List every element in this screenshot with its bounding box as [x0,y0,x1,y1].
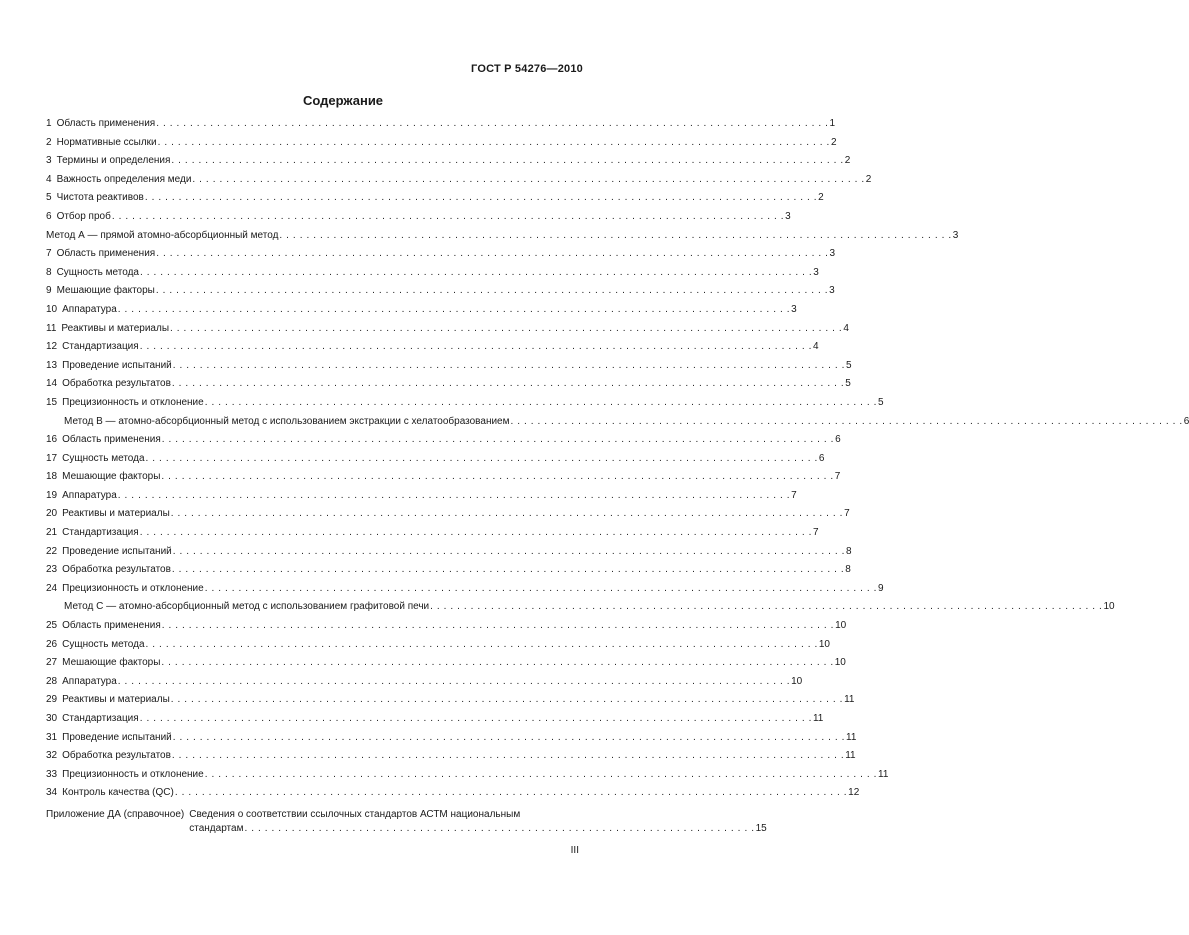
toc-entry[interactable] [46,155,851,174]
dot-leader [172,378,844,390]
toc-entry[interactable] [46,750,856,769]
toc-entry-title: Реактивы и материалы [62,694,170,706]
toc-entry[interactable] [46,471,841,490]
toc-entry-page: 3 [829,248,836,260]
toc-entry[interactable] [46,396,884,416]
toc-entry-title: Аппаратура [62,675,117,687]
dot-leader [430,601,1102,613]
toc-entry-number: 25 [46,620,58,632]
dot-leader [140,713,812,725]
toc-entry-title: Проведение испытаний [62,545,172,557]
toc-entry-number: 10 [46,303,58,315]
toc-entry-title: Сущность метода [62,638,145,650]
document-code: ГОСТ Р 54276—2010 [471,63,583,75]
toc-entry-page: 11 [845,750,856,762]
toc-entry-page: 7 [791,489,797,501]
toc-entry-page: 11 [812,713,824,724]
dot-leader [173,732,845,744]
dot-leader [161,657,833,669]
toc-entry-page: 5 [878,396,884,408]
dot-leader [162,434,834,446]
toc-entry-number: 34 [46,787,58,799]
toc-entry[interactable] [46,713,824,732]
toc-entry-title: Обработка результатов [62,378,171,390]
toc-entry-title: Реактивы и материалы [61,322,170,334]
toc-entry-page: 2 [818,192,824,204]
toc-entry-page: 5 [845,378,851,390]
toc-entry-number: 28 [46,675,58,687]
dot-leader [158,137,830,149]
dot-leader [205,583,877,595]
toc-entry-number: 16 [46,434,58,446]
toc-entry-number: 5 [46,192,52,204]
toc-entry-page: 10 [835,620,847,632]
toc-entry-title: Сущность метода [56,266,139,278]
toc-entry-page: 8 [846,545,852,557]
toc-entry-page: 1 [829,118,836,129]
toc-entry-number: 15 [46,396,58,408]
toc-entry-number: 27 [46,657,58,669]
toc-entry-number: 21 [46,527,58,539]
toc-entry-number: 13 [46,359,58,371]
toc-entry[interactable] [46,620,847,639]
toc-entry-title: Мешающие факторы [62,471,161,483]
appendix-page: 15 [755,822,767,834]
toc-entry[interactable] [46,582,884,602]
toc-entry-title: Стандартизация [62,341,139,353]
toc-entry-page: 5 [846,359,852,371]
toc-entry-page: 9 [878,582,884,594]
toc-entry-page: 10 [791,675,803,687]
toc-entry-page: 2 [830,136,837,148]
toc-entry-number: 4 [46,173,52,185]
appendix-label: Приложение ДА (справочное) [46,808,185,820]
toc-entry[interactable] [46,341,819,360]
toc-entry-number: 24 [46,582,58,594]
toc-entry[interactable] [46,545,852,565]
dot-leader [146,453,818,465]
dot-leader [118,304,790,316]
toc-entry-page: 11 [878,768,889,780]
toc-entry-title: Аппаратура [62,303,117,315]
toc-entry-page: 11 [846,731,857,743]
toc-entry-title: Область применения [62,620,161,632]
dot-leader [140,341,812,353]
toc-entry-title: Метод В — атомно-абсорбционный метод с использованием экстракции с хелатообразованием [64,415,510,427]
toc-entry-page: 10 [1103,601,1115,613]
dot-leader [175,787,847,799]
toc-entry-page: 3 [952,229,959,241]
toc-entry[interactable] [46,787,860,806]
dot-leader [172,750,844,762]
toc-entry-title: Прецизионность и отклонение [62,396,204,408]
toc-entry[interactable] [46,415,1189,435]
toc-entry-title: Реактивы и материалы [62,508,170,520]
toc-entry-title: Проведение испытаний [62,731,172,743]
toc-entry-number: 31 [46,731,58,743]
dot-leader [140,267,812,279]
toc-entry-title: Термины и определения [56,155,171,167]
dot-leader [156,248,828,260]
appendix-title-line1: Сведения о соответствии ссылочных стандартов АСТМ национальным [189,808,521,820]
toc-entry-title: Сущность метода [62,452,145,464]
toc-entry[interactable] [46,452,825,472]
toc-entry-page: 6 [1183,415,1189,427]
toc-entry-title: Отбор проб [56,210,111,222]
toc-entry[interactable] [46,638,830,658]
toc-entry-number: 1 [46,118,52,129]
toc-entry-page: 3 [785,210,791,222]
toc-entry-number: 32 [46,750,58,762]
toc-appendix-entry[interactable] [46,808,767,836]
toc-entry-number: 14 [46,378,58,390]
toc-entry[interactable] [46,694,855,713]
dot-leader [162,620,834,632]
toc-entry-page: 3 [813,266,819,278]
toc-entry-title: Метод С — атомно-абсорбционный метод с использованием графитовой печи [64,601,430,613]
toc-entry-title: Обработка результатов [62,564,171,576]
dot-leader [244,822,754,836]
toc-entry[interactable] [46,229,959,249]
dot-leader [156,285,828,297]
toc-entry-page: 6 [818,452,825,464]
dot-leader [173,360,845,372]
toc-entry-page: 8 [845,564,851,576]
toc-entry-number: 2 [46,136,52,148]
toc-entry-page: 7 [834,471,841,483]
dot-leader [172,564,844,576]
toc-entry[interactable] [46,489,797,509]
dot-leader [146,639,818,651]
toc-entry-page: 6 [835,434,841,446]
toc-entry[interactable] [46,210,791,230]
toc-entry-number: 33 [46,768,58,780]
toc-entry-page: 10 [818,638,830,650]
toc-entry-number: 26 [46,638,58,650]
toc-entry[interactable] [46,434,841,453]
dot-leader [118,490,790,502]
page-title: Содержание [302,93,384,108]
toc-entry[interactable] [46,285,835,304]
toc-entry[interactable] [46,248,836,267]
toc-entry-number: 6 [46,210,52,222]
toc-entry-title: Прецизионность и отклонение [62,768,204,780]
dot-leader [511,416,1183,428]
toc-entry-number: 12 [46,341,58,353]
toc-entry-title: Мешающие факторы [56,285,155,297]
toc-entry-page: 10 [834,657,846,669]
dot-leader [171,694,843,706]
toc-entry-page: 2 [844,155,851,167]
toc-entry[interactable] [46,564,851,583]
toc-entry[interactable] [46,675,803,695]
toc-entry-number: 3 [46,155,52,167]
toc-entry-title: Стандартизация [62,713,139,724]
toc-entry-title: Область применения [62,434,161,446]
toc-entry-number: 17 [46,452,58,464]
toc-entry-number: 19 [46,489,58,501]
toc-entry-title: Стандартизация [62,527,139,539]
toc-entry-page: 7 [844,508,850,520]
table-of-contents [46,118,1189,836]
appendix-title-line2: стандартам [189,822,244,834]
toc-entry[interactable] [46,508,850,527]
toc-entry-title: Обработка результатов [62,750,171,762]
dot-leader [161,471,833,483]
toc-entry[interactable] [46,657,846,676]
page-number: III [570,845,579,856]
toc-entry[interactable] [46,601,1115,620]
toc-entry-page: 4 [843,322,849,334]
toc-entry-title: Контроль качества (QC) [62,787,174,799]
toc-entry[interactable] [46,527,819,546]
toc-entry-number: 30 [46,713,58,724]
toc-entry-page: 2 [865,173,872,185]
toc-entry-title: Чистота реактивов [56,192,144,204]
dot-leader [192,174,864,186]
dot-leader [145,192,817,204]
toc-entry[interactable] [46,192,824,211]
dot-leader [140,527,812,539]
toc-entry[interactable] [46,378,851,397]
dot-leader [170,323,842,335]
toc-entry[interactable] [46,303,797,323]
toc-entry-title: Метод А — прямой атомно-абсорбционный метод [46,229,279,241]
toc-entry[interactable] [46,359,852,379]
dot-leader [279,230,951,242]
toc-entry-number: 22 [46,545,58,557]
toc-entry-title: Проведение испытаний [62,359,172,371]
dot-leader [171,155,843,167]
toc-entry-number: 20 [46,508,58,520]
toc-entry[interactable] [46,118,836,137]
toc-entry-number: 11 [46,322,57,334]
toc-entry-page: 12 [848,787,860,799]
toc-entry-page: 3 [791,303,797,315]
toc-entry-title: Нормативные ссылки [56,136,157,148]
toc-entry[interactable] [46,768,889,788]
toc-entry-number: 8 [46,266,52,278]
toc-entry-page: 4 [812,341,819,353]
dot-leader [205,769,877,781]
toc-entry-page: 3 [829,285,835,297]
toc-entry-title: Область применения [56,118,156,129]
toc-entry-number: 23 [46,564,58,576]
toc-entry-title: Важность определения меди [56,173,192,185]
dot-leader [173,546,845,558]
toc-entry-number: 29 [46,694,58,706]
toc-entry-title: Мешающие факторы [62,657,161,669]
toc-entry[interactable] [46,173,872,193]
toc-entry-page: 11 [844,694,855,706]
dot-leader [112,211,784,223]
toc-entry-title: Прецизионность и отклонение [62,582,204,594]
toc-entry[interactable] [46,266,819,286]
dot-leader [118,676,790,688]
toc-entry[interactable] [46,731,857,751]
toc-entry-title: Аппаратура [62,489,117,501]
toc-entry-number: 18 [46,471,58,483]
toc-entry[interactable] [46,136,837,156]
dot-leader [156,118,828,130]
toc-entry-title: Область применения [56,248,156,260]
toc-entry-page: 7 [812,527,819,539]
toc-entry-number: 7 [46,248,52,260]
toc-entry-number: 9 [46,285,52,297]
dot-leader [205,397,877,409]
toc-entry[interactable] [46,322,849,342]
dot-leader [171,508,843,520]
